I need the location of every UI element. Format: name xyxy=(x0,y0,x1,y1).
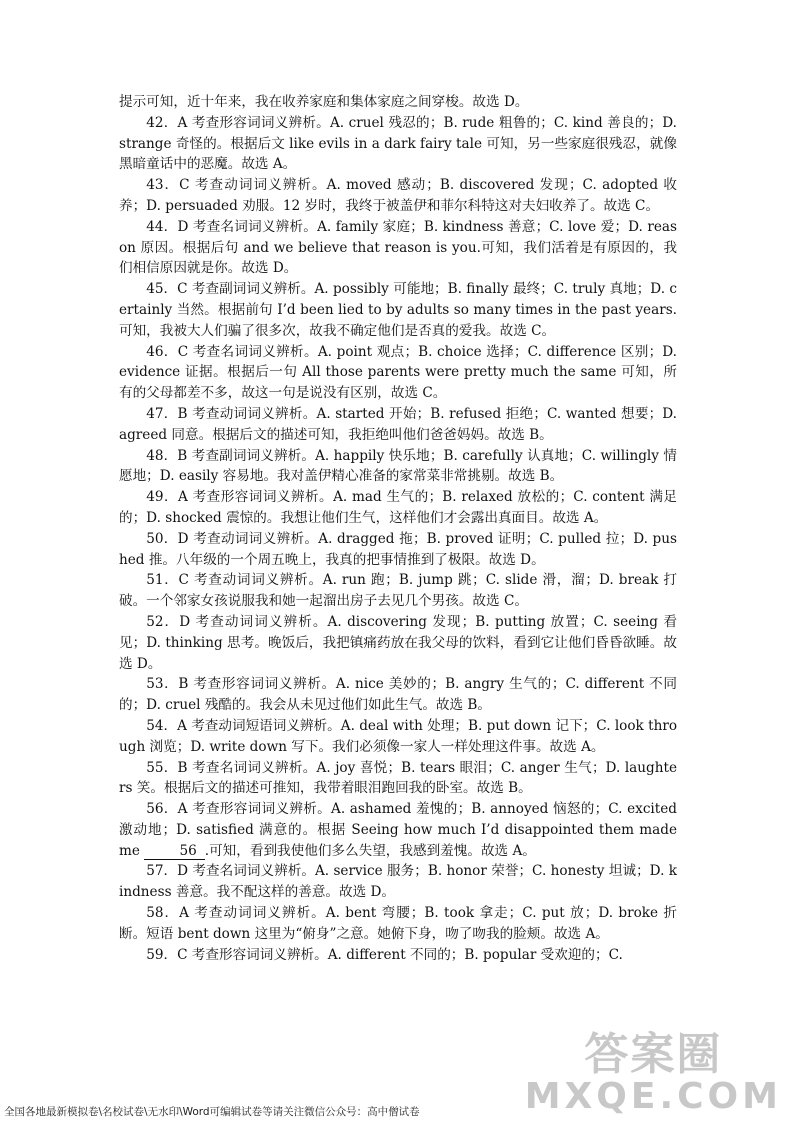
q56-text-after: .可知，看到我使他们多么失望，我感到羞愧。故选 A。 xyxy=(204,842,536,859)
q56-explanation xyxy=(119,799,677,861)
answer-explanations xyxy=(119,92,677,965)
q45-explanation: 45．C 考查副词词义辨析。A. possibly 可能地；B. finally 最终；C. truly 真地；D. certainly 当然。根据前句 I’d been lied to by adults so many times in the past years.可知，我被大人们骗了很多次，故我不确定他们是否真的爱我。故选 C。 xyxy=(119,281,677,339)
intro-paragraph: 提示可知，近十年来，我在收养家庭和集体家庭之间穿梭。故选 D。 xyxy=(119,94,529,110)
q59-explanation: 59．C 考查形容词词义辨析。A. different 不同的；B. popular 受欢迎的；C. xyxy=(146,946,623,963)
q47-explanation: 47．B 考查动词词义辨析。A. started 开始；B. refused 拒绝；C. wanted 想要；D. agreed 同意。根据后文的描述可知，我拒绝叫他们爸爸妈妈。故选 B。 xyxy=(119,405,677,443)
site-logo xyxy=(525,1031,782,1115)
q50-explanation: 50．D 考查动词词义辨析。A. dragged 拖；B. proved 证明；C. pulled 拉；D. pushed 推。八年级的一个周五晚上，我真的把事情推到了极限。故选 D。 xyxy=(119,530,677,568)
q48-explanation: 48．B 考查副词词义辨析。A. happily 快乐地；B. carefully 认真地；C. willingly 情愿地；D. easily 容易地。我对盖伊精心准备的家常菜非常挑剔。故选 B。 xyxy=(119,447,677,485)
q58-explanation: 58．A 考查动词词义辨析。A. bent 弯腰；B. took 拿走；C. put 放；D. broke 折断。短语 bent down 这里为“俯身”之意。她俯下身，吻了吻我的脸颊。故选 A。 xyxy=(119,905,677,942)
footer-note: 全国各地最新模拟卷\名校试卷\无水印\Word可编辑试卷等请关注微信公众号：高中僧试卷 xyxy=(4,1106,420,1118)
q49-explanation: 49．A 考查形容词词义辨析。A. mad 生气的；B. relaxed 放松的；C. content 满足的；D. shocked 震惊的。我想让他们生气，这样他们才会露出真面目。故选 A。 xyxy=(119,489,677,526)
logo-text-cn: 答案圈 xyxy=(584,1029,723,1080)
q57-explanation: 57．D 考查名词词义辨析。A. service 服务；B. honor 荣誉；C. honesty 坦诚；D. kindness 善意。我不配这样的善意。故选 D。 xyxy=(119,863,677,901)
q43-explanation: 43．C 考查动词词义辨析。A. moved 感动；B. discovered 发现；C. adopted 收养；D. persuaded 劝服。12 岁时，我终于被盖伊和菲尔科特这对夫妇收养了。故选 C。 xyxy=(119,177,677,214)
q54-explanation: 54．A 考查动词短语词义辨析。A. deal with 处理；B. put down 记下；C. look through 浏览；D. write down 写下。我们必须像一家人一样处理这件事。故选 A。 xyxy=(119,717,678,755)
q55-explanation: 55．B 考查名词词义辨析。A. joy 喜悦；B. tears 眼泪；C. anger 生气；D. laughters 笑。根据后文的描述可推知，我带着眼泪跑回我的卧室。故选 B。 xyxy=(119,759,677,797)
q53-explanation: 53．B 考查形容词词义辨析。A. nice 美妙的；B. angry 生气的；C. different 不同的；D. cruel 残酷的。我会从未见过他们如此生气。故选 B。 xyxy=(119,676,677,714)
logo-text-en: MXQE.COM xyxy=(524,1076,782,1117)
q46-explanation: 46．C 考查名词词义辨析。A. point 观点；B. choice 选择；C. difference 区别；D. evidence 证据。根据后一句 All those parents were pretty much the same 可知，所有的父母都差不多，故这一句是说没有区别，故选 C。 xyxy=(119,343,677,402)
q42-explanation: 42．A 考查形容词词义辨析。A. cruel 残忍的；B. rude 粗鲁的；C. kind 善良的；D. strange 奇怪的。根据后文 like evils in a dark fairy tale 可知，另一些家庭很残忍，就像黑暗童话中的恶魔。故选 A。 xyxy=(119,114,677,173)
q51-explanation: 51．C 考查动词词义辨析。A. run 跑；B. jump 跳；C. slide 滑，溜；D. break 打破。一个邻家女孩说服我和她一起溜出房子去见几个男孩。故选 C。 xyxy=(119,572,677,610)
q44-explanation: 44．D 考查名词词义辨析。A. family 家庭；B. kindness 善意；C. love 爱；D. reason 原因。根据后句 and we believe that reason is you.可知，我们活着是有原因的，我们相信原因就是你。故选 D。 xyxy=(119,218,677,277)
q56-blank: 56 xyxy=(144,843,205,860)
q52-explanation: 52．D 考查动词词义辨析。A. discovering 发现；B. putting 放置；C. seeing 看见；D. thinking 思考。晚饭后，我把镇痛药放在我父母的饮料，看到它让他们昏昏欲睡。故选 D。 xyxy=(119,613,677,672)
q56-text-before: 56．A 考查形容词词义辨析。A. ashamed 羞愧的；B. annoyed 恼怒的；C. excited 激动地；D. satisfied 满意的。根据 Seeing how much I’d disappointed them made me xyxy=(119,801,677,859)
